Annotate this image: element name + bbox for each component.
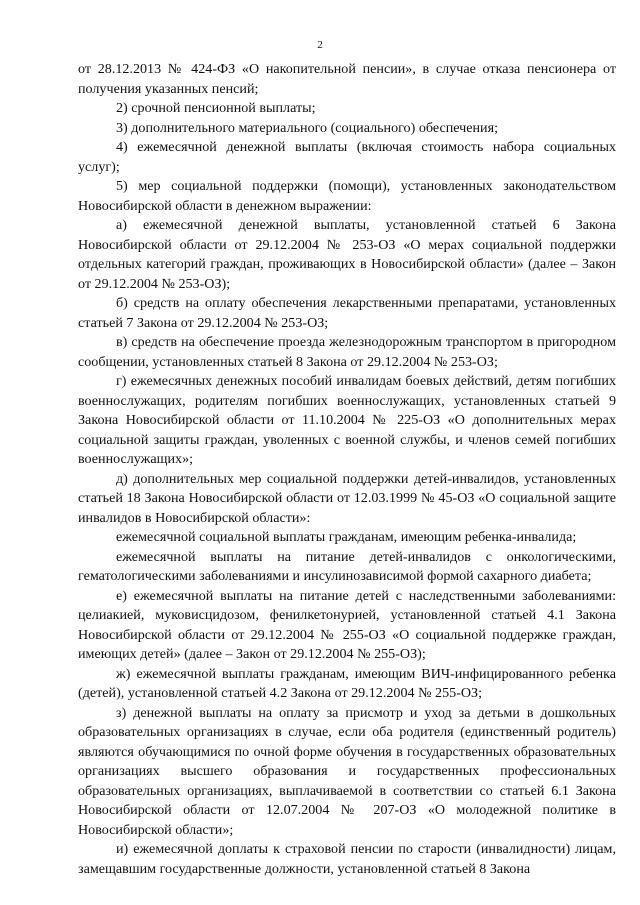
paragraph-item-2: 2) срочной пенсионной выплаты;: [116, 100, 316, 116]
paragraph-subitem-v: в) средств на обеспечение проезда железнодорожным транспортом в пригородном сообщении, установленных статьей 8 Закона от 29.12.2004 № 253-ОЗ;: [78, 334, 616, 370]
paragraph-subitem-z: з) денежной выплаты на оплату за присмотр и уход за детьми в дошкольных образовательных организациях в случае, если оба родителя (единственный родитель) являются обучающимися по очной форме обучения в государственных образовательных организациях высшего образования и государственных профессиональных образовательных организациях, выплачиваемой в соответствии со статьей 6.1 Закона Новосибирской области от 12.07.2004 № 207-ОЗ «О молодежной политике в Новосибирской области»;: [78, 704, 616, 838]
paragraph-item-5: 5) мер социальной поддержки (помощи), установленных законодательством Новосибирской области в денежном выражении:: [78, 178, 616, 214]
paragraph-subitem-i: и) ежемесячной доплаты к страховой пенсии по старости (инвалидности) лицам, замещавшим государственные должности, установленной статьей 8 Закона: [78, 841, 616, 877]
document-body: [78, 60, 616, 879]
paragraph-subitem-d-2: ежемесячной выплаты на питание детей-инвалидов с онкологическими, гематологическими заболеваниями и инсулинозависимой формой сахарного диабета;: [78, 548, 616, 584]
paragraph-subitem-a: а) ежемесячной денежной выплаты, установленной статьей 6 Закона Новосибирской области от 29.12.2004 № 253-ОЗ «О мерах социальной поддержки отдельных категорий граждан, проживающих в Новосибирской области» (далее – Закон от 29.12.2004 № 253-ОЗ);: [78, 217, 616, 292]
page-number: 2: [317, 39, 323, 51]
paragraph-item-4: 4) ежемесячной денежной выплаты (включая стоимость набора социальных услуг);: [78, 139, 616, 175]
paragraph-subitem-d: д) дополнительных мер социальной поддержки детей-инвалидов, установленных статьей 18 Закона Новосибирской области от 12.03.1999 № 45-ОЗ «О социальной защите инвалидов в Новосибирской области»:: [78, 470, 616, 526]
paragraph-subitem-zh: ж) ежемесячной выплаты гражданам, имеющим ВИЧ-инфицированного ребенка (детей), установленной статьей 4.2 Закона от 29.12.2004 № 255-ОЗ;: [78, 665, 616, 701]
paragraph-subitem-d-1: ежемесячной социальной выплаты гражданам, имеющим ребенка-инвалида;: [116, 529, 577, 545]
paragraph-item-3: 3) дополнительного материального (социального) обеспечения;: [116, 119, 498, 136]
paragraph-continuation: от 28.12.2013 № 424-ФЗ «О накопительной пенсии», в случае отказа пенсионера от получения указанных пенсий;: [78, 61, 616, 97]
paragraph-subitem-b: б) средств на оплату обеспечения лекарственными препаратами, установленных статьей 7 Закона от 29.12.2004 № 253-ОЗ;: [78, 295, 616, 331]
paragraph-subitem-g: г) ежемесячных денежных пособий инвалидам боевых действий, детям погибших военнослужащих, родителям погибших военнослужащих, установленных статьей 9 Закона Новосибирской области от 11.10.2004 № 225-ОЗ «О дополнительных мерах социальной защиты граждан, уволенных с военной службы, и членов семей погибших военнослужащих»;: [78, 373, 616, 467]
paragraph-subitem-e: е) ежемесячной выплаты на питание детей с наследственными заболеваниями: целиакией, муковисцидозом, фенилкетонурией, установленной статьей 4.1 Закона Новосибирской области от 29.12.2004 № 255-ОЗ «О социальной поддержке граждан, имеющих детей» (далее – Закон от 29.12.2004 № 255-ОЗ);: [78, 587, 616, 662]
